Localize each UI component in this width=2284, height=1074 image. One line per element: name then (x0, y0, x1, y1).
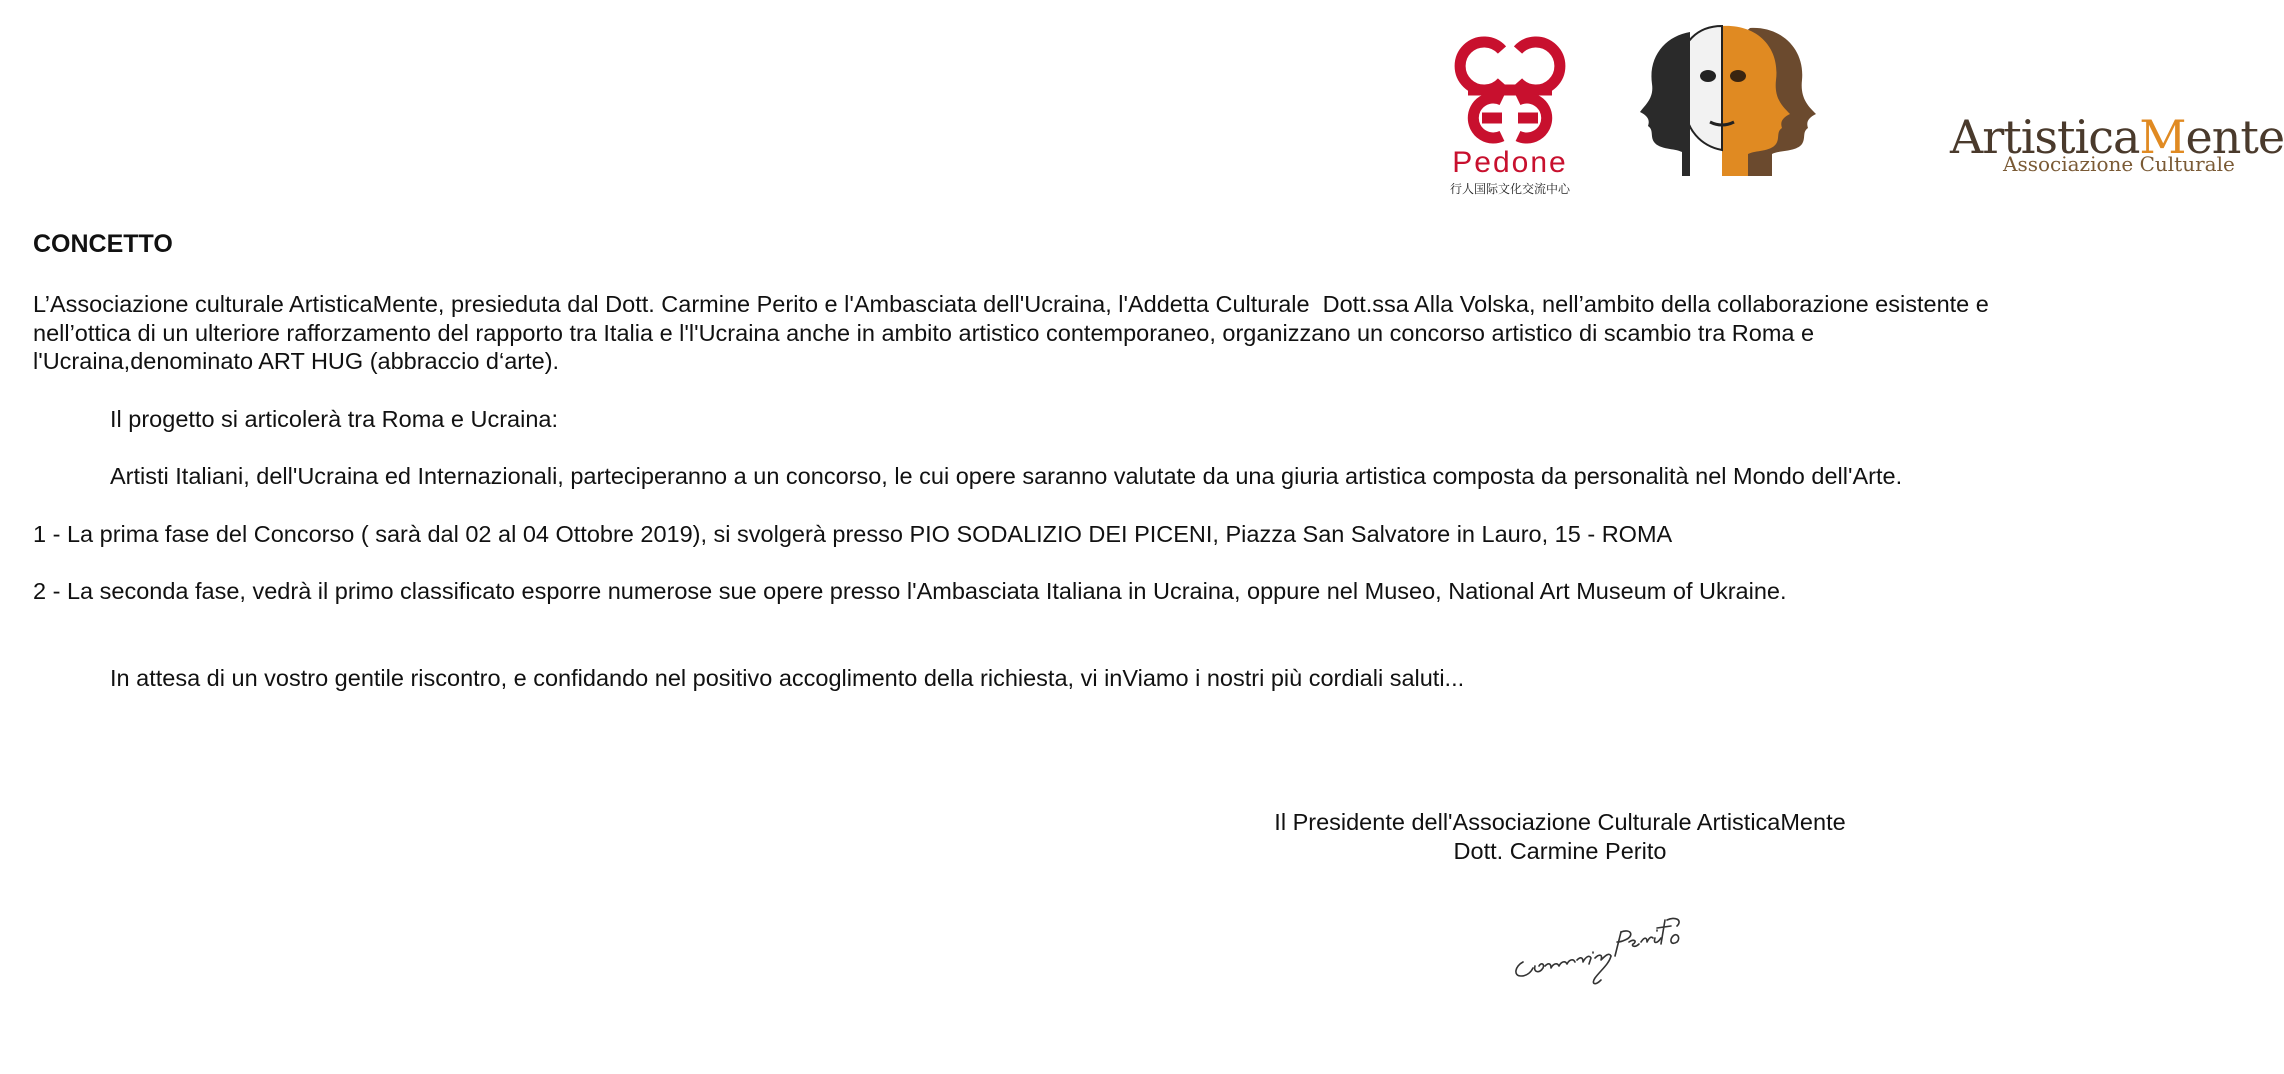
pedone-wordmark: Pedone (1452, 146, 1568, 179)
phase-two-item: 2 - La seconda fase, vedrà il primo classificato esporre numerose sue opere presso l'Ambasciata Italiana in Ucraina, oppure nel Museo, National Art Museum of Ukraine. (33, 578, 1787, 604)
pedone-logo (1430, 28, 1590, 198)
faces-mask-icon (1630, 18, 1830, 178)
artisticamente-logo (1630, 18, 2284, 183)
document-heading: CONCETTO (33, 230, 173, 258)
artistica-word-main: Artistica (1950, 110, 2140, 164)
closing-paragraph: In attesa di un vostro gentile riscontro, e confidando nel positivo accoglimento della richiesta, vi inViamo i nostri più cordiali saluti... (110, 664, 1465, 691)
artistica-word-accent: M (2139, 110, 2186, 164)
artisticamente-subtitle: Associazione Culturale (2003, 152, 2235, 176)
handwritten-signature (1505, 880, 1705, 990)
spacer (33, 548, 2008, 577)
header-logos (1400, 18, 2284, 196)
signature-name: Dott. Carmine Perito (1453, 838, 1667, 864)
letter-body (33, 228, 2008, 692)
signature-title: Il Presidente dell'Associazione Culturale ArtisticaMente (1274, 809, 1846, 835)
pedone-subtitle: 行人国际文化交流中心 (1449, 182, 1570, 196)
spacer (33, 491, 2008, 520)
spacer (33, 376, 2008, 405)
signature-block (1230, 808, 1890, 866)
spacer (33, 433, 2008, 462)
artists-paragraph: Artisti Italiani, dell'Ucraina ed Internazionali, parteciperanno a un concorso, le cui opere saranno valutate da una giuria artistica composta da personalità nel Mondo dell'Arte. (110, 463, 1903, 489)
pedone-mark-icon (1430, 28, 1590, 148)
phase-one-item: 1 - La prima fase del Concorso ( sarà dal 02 al 04 Ottobre 2019), si svolgerà presso PIO SODALIZIO DEI PICENI, Piazza San Salvatore in Lauro, 15 - ROMA (33, 520, 1673, 547)
spacer (33, 606, 2008, 664)
project-paragraph: Il progetto si articolerà tra Roma e Ucraina: (110, 405, 558, 432)
artistica-word-rest: ente (2185, 110, 2284, 164)
intro-paragraph: L’Associazione culturale ArtisticaMente, presieduta dal Dott. Carmine Perito e l'Ambasciata dell'Ucraina, l'Addetta Culturale Dott.ssa Alla Volska, nell’ambito della collaborazione esistente e nell’ottica di un ulteriore rafforzamento del rapporto tra Italia e l'l'Ucraina anche in ambito artistico contemporaneo, organizzano un concorso artistico di scambio tra Roma e l'Ucraina,denominato ART HUG (abbraccio d‘arte). (33, 291, 1996, 374)
